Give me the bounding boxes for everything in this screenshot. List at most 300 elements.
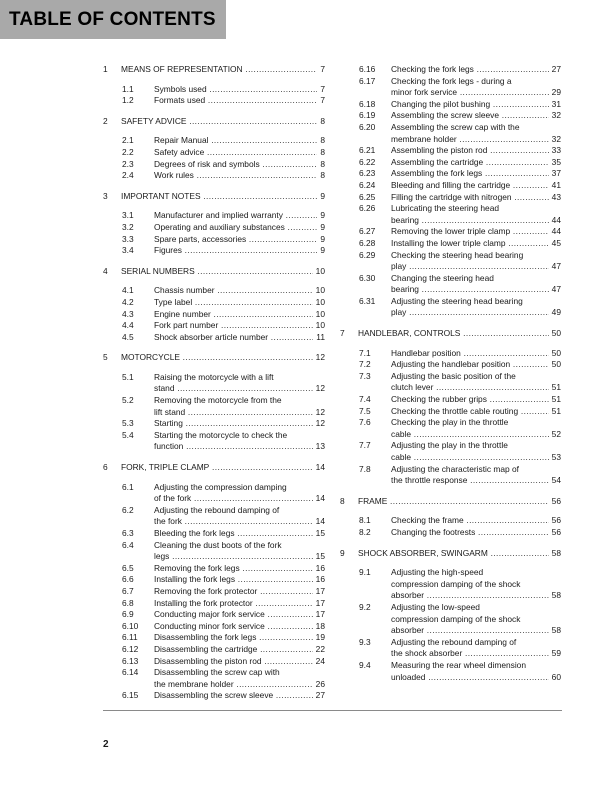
section-title bbox=[391, 122, 549, 145]
section-title: Assembling the piston rod ..... bbox=[391, 145, 549, 157]
section-title: Figures ..... bbox=[154, 245, 317, 257]
chapter-number: 2 bbox=[103, 115, 108, 126]
toc-entry bbox=[103, 332, 325, 344]
section-number: 8.1 bbox=[359, 515, 371, 526]
section-title-line: Measuring the rear wheel dimension bbox=[391, 659, 527, 670]
section-page: 29 bbox=[551, 87, 561, 98]
section-title: Starting ..... bbox=[154, 418, 313, 430]
section-title-line: Adjusting the rebound damping of bbox=[391, 636, 517, 647]
section-title-line: Adjusting the low-speed bbox=[391, 601, 480, 612]
section-number: 3.3 bbox=[122, 233, 134, 244]
section-title: Assembling the cartridge ..... bbox=[391, 157, 549, 169]
section-title: Adjusting the handlebar position ..... bbox=[391, 359, 549, 371]
section-page: 51 bbox=[551, 405, 561, 416]
section-page: 27 bbox=[551, 64, 561, 74]
section-page: 47 bbox=[551, 261, 561, 272]
toc-entry bbox=[340, 406, 561, 418]
section-title: Work rules ..... bbox=[154, 170, 317, 182]
section-number: 3.4 bbox=[122, 245, 134, 256]
section-page: 7 bbox=[320, 95, 325, 106]
page-title: TABLE OF CONTENTS bbox=[9, 9, 216, 30]
section-page: 16 bbox=[315, 562, 325, 573]
section-title-line: stand ..... bbox=[154, 383, 313, 395]
toc-entry bbox=[103, 372, 325, 395]
section-number: 5.2 bbox=[122, 395, 134, 406]
section-page: 15 bbox=[315, 528, 325, 538]
toc-entry bbox=[340, 180, 561, 192]
section-number: 2.3 bbox=[122, 158, 134, 169]
section-page: 58 bbox=[551, 590, 561, 601]
section-number: 9.2 bbox=[359, 601, 371, 612]
section-page: 37 bbox=[551, 168, 561, 179]
toc-entry bbox=[103, 644, 325, 656]
section-title: Operating and auxiliary substances ..... bbox=[154, 222, 317, 234]
section-title: Removing the lower triple clamp ..... bbox=[391, 226, 549, 238]
chapter-title: HANDLEBAR, CONTROLS ..... bbox=[358, 328, 549, 340]
section-number: 6.20 bbox=[359, 121, 376, 132]
section-page: 49 bbox=[551, 307, 561, 318]
group-spacer bbox=[340, 319, 561, 328]
section-title-line: Changing the steering head bbox=[391, 272, 494, 283]
chapter-page: 7 bbox=[320, 64, 325, 74]
toc-entry bbox=[103, 563, 325, 575]
section-number: 6.17 bbox=[359, 75, 376, 86]
section-page: 44 bbox=[551, 226, 561, 237]
section-title: Shock absorber article number ..... bbox=[154, 332, 313, 344]
section-page: 56 bbox=[551, 515, 561, 526]
toc-entry bbox=[103, 297, 325, 309]
section-title-line: the throttle response ..... bbox=[391, 475, 549, 487]
section-number: 7.4 bbox=[359, 394, 371, 405]
section-title-line: absorber ..... bbox=[391, 625, 549, 637]
section-title-line: play ..... bbox=[391, 261, 549, 273]
section-page: 35 bbox=[551, 156, 561, 167]
toc-entry bbox=[103, 598, 325, 610]
section-number: 6.11 bbox=[122, 632, 138, 643]
section-number: 5.4 bbox=[122, 429, 134, 440]
section-number: 1.1 bbox=[122, 83, 134, 94]
section-page: 12 bbox=[315, 406, 325, 417]
chapter-title: SAFETY ADVICE ..... bbox=[121, 116, 317, 128]
toc-entry bbox=[103, 667, 325, 690]
section-title-line: the shock absorber ..... bbox=[391, 648, 549, 660]
chapter-title: FORK, TRIPLE CLAMP ..... bbox=[121, 462, 313, 474]
section-title-line: legs ..... bbox=[154, 551, 313, 563]
toc-entry bbox=[103, 430, 325, 453]
chapter-page: 50 bbox=[551, 328, 561, 339]
section-title: Degrees of risk and symbols ..... bbox=[154, 159, 317, 171]
toc-entry bbox=[340, 371, 561, 394]
section-number: 7.1 bbox=[359, 347, 371, 358]
section-title bbox=[391, 602, 549, 637]
section-number: 7.6 bbox=[359, 417, 371, 428]
toc-entry bbox=[103, 482, 325, 505]
group-spacer bbox=[103, 107, 325, 116]
toc-entry bbox=[103, 95, 325, 107]
toc-entry bbox=[103, 245, 325, 257]
section-page: 14 bbox=[315, 516, 325, 527]
section-number: 6.25 bbox=[359, 191, 376, 202]
toc-entry bbox=[103, 135, 325, 147]
section-number: 6.16 bbox=[359, 64, 376, 74]
section-title-line: bearing ..... bbox=[391, 284, 549, 296]
toc-entry bbox=[340, 417, 561, 440]
section-title: Assembling the fork legs ..... bbox=[391, 168, 549, 180]
section-title: Conducting minor fork service ..... bbox=[154, 621, 313, 633]
section-page: 51 bbox=[551, 394, 561, 405]
chapter-title: FRAME ..... bbox=[358, 496, 549, 508]
section-number: 6.30 bbox=[359, 272, 376, 283]
toc-chapter bbox=[103, 352, 325, 364]
section-title-line: of the fork ..... bbox=[154, 493, 313, 505]
toc-entry bbox=[103, 528, 325, 540]
section-number: 3.2 bbox=[122, 221, 134, 232]
section-number: 6.3 bbox=[122, 528, 134, 538]
toc-chapter bbox=[103, 266, 325, 278]
chapter-page: 56 bbox=[551, 495, 561, 506]
chapter-number: 3 bbox=[103, 190, 108, 201]
chapter-number: 4 bbox=[103, 265, 108, 276]
section-page: 9 bbox=[320, 233, 325, 244]
toc-entry bbox=[103, 234, 325, 246]
section-page: 17 bbox=[315, 609, 325, 620]
section-title bbox=[391, 660, 549, 683]
toc-entry bbox=[340, 145, 561, 157]
section-number: 3.1 bbox=[122, 210, 134, 221]
section-title: Bleeding the fork legs ..... bbox=[154, 528, 313, 540]
section-number: 4.4 bbox=[122, 320, 134, 331]
section-title: Disassembling the piston rod ..... bbox=[154, 656, 313, 668]
section-title: Manufacturer and implied warranty ..... bbox=[154, 210, 317, 222]
section-title-line: clutch lever ..... bbox=[391, 382, 549, 394]
section-number: 6.13 bbox=[122, 655, 139, 666]
section-title-line: Adjusting the basic position of the bbox=[391, 370, 516, 381]
section-number: 2.1 bbox=[122, 135, 134, 146]
section-number: 6.22 bbox=[359, 156, 376, 167]
section-title-line: the membrane holder ..... bbox=[154, 679, 313, 691]
section-number: 6.28 bbox=[359, 237, 376, 248]
toc-chapter bbox=[103, 64, 325, 76]
toc-chapter bbox=[103, 191, 325, 203]
section-title-line: Removing the motorcycle from the bbox=[154, 395, 282, 406]
section-title: Removing the fork legs ..... bbox=[154, 563, 313, 575]
section-title-line: absorber ..... bbox=[391, 590, 549, 602]
section-number: 6.27 bbox=[359, 226, 376, 237]
section-number: 6.26 bbox=[359, 203, 376, 214]
section-title bbox=[154, 505, 313, 528]
section-page: 13 bbox=[315, 441, 325, 452]
section-title-line: compression damping of the shock bbox=[391, 613, 521, 624]
section-number: 7.3 bbox=[359, 370, 371, 381]
section-title bbox=[154, 430, 313, 453]
section-page: 32 bbox=[551, 110, 561, 121]
toc-entry bbox=[103, 147, 325, 159]
section-title-line: minor fork service ..... bbox=[391, 87, 549, 99]
footer-divider bbox=[103, 710, 562, 711]
section-number: 6.2 bbox=[122, 504, 134, 515]
section-title: Installing the fork protector ..... bbox=[154, 598, 313, 610]
group-spacer bbox=[103, 182, 325, 191]
toc-entry bbox=[340, 394, 561, 406]
section-title bbox=[391, 464, 549, 487]
toc-entry bbox=[340, 157, 561, 169]
chapter-page: 14 bbox=[315, 462, 325, 473]
section-title-line: lift stand ..... bbox=[154, 407, 313, 419]
group-spacer bbox=[103, 257, 325, 266]
section-title-line: Disassembling the screw cap with bbox=[154, 667, 280, 678]
section-title-line: Checking the play in the throttle bbox=[391, 417, 509, 428]
section-page: 7 bbox=[320, 83, 325, 94]
toc-entry bbox=[103, 170, 325, 182]
section-page: 44 bbox=[551, 214, 561, 225]
section-number: 6.14 bbox=[122, 667, 139, 678]
section-number: 6.7 bbox=[122, 585, 134, 596]
toc-entry bbox=[103, 84, 325, 96]
section-title: Fork part number ..... bbox=[154, 320, 313, 332]
section-title: Changing the pilot bushing ..... bbox=[391, 99, 549, 111]
section-number: 7.2 bbox=[359, 359, 371, 370]
section-title-line: Cleaning the dust boots of the fork bbox=[154, 539, 282, 550]
section-title: Bleeding and filling the cartridge ..... bbox=[391, 180, 549, 192]
section-title-line: Raising the motorcycle with a lift bbox=[154, 371, 274, 382]
section-title bbox=[391, 440, 549, 463]
section-title bbox=[154, 395, 313, 418]
section-number: 6.4 bbox=[122, 539, 134, 550]
section-page: 22 bbox=[315, 643, 325, 654]
section-number: 6.23 bbox=[359, 168, 376, 179]
section-page: 15 bbox=[315, 551, 325, 562]
chapter-title: IMPORTANT NOTES ..... bbox=[121, 191, 317, 203]
toc-entry bbox=[340, 203, 561, 226]
toc-entry bbox=[103, 418, 325, 430]
section-title-line: membrane holder ..... bbox=[391, 134, 549, 146]
section-title bbox=[154, 482, 313, 505]
section-number: 7.7 bbox=[359, 440, 371, 451]
group-spacer bbox=[340, 487, 561, 496]
toc-entry bbox=[340, 567, 561, 602]
section-number: 1.2 bbox=[122, 95, 134, 106]
section-number: 6.31 bbox=[359, 295, 376, 306]
section-title-line: Starting the motorcycle to check the bbox=[154, 429, 288, 440]
section-title: Disassembling the screw sleeve ..... bbox=[154, 690, 313, 702]
section-number: 4.3 bbox=[122, 308, 134, 319]
section-title bbox=[154, 372, 313, 395]
section-title: Engine number ..... bbox=[154, 309, 313, 321]
toc-chapter bbox=[103, 116, 325, 128]
section-page: 50 bbox=[551, 359, 561, 370]
section-title-line: cable ..... bbox=[391, 429, 549, 441]
section-title-line: Assembling the screw cap with the bbox=[391, 121, 520, 132]
section-page: 31 bbox=[551, 98, 561, 109]
toc-entry bbox=[103, 574, 325, 586]
chapter-number: 1 bbox=[103, 64, 108, 74]
section-number: 6.5 bbox=[122, 562, 134, 573]
section-title: Disassembling the cartridge ..... bbox=[154, 644, 313, 656]
section-page: 19 bbox=[315, 632, 325, 643]
toc-entry bbox=[340, 110, 561, 122]
section-page: 17 bbox=[315, 585, 325, 596]
toc-entry bbox=[340, 464, 561, 487]
section-page: 56 bbox=[551, 526, 561, 537]
chapter-page: 10 bbox=[315, 265, 325, 276]
section-title: Conducting major fork service ..... bbox=[154, 609, 313, 621]
section-number: 5.1 bbox=[122, 371, 134, 382]
toc-entry bbox=[340, 122, 561, 145]
section-page: 8 bbox=[320, 170, 325, 181]
toc-entry bbox=[340, 348, 561, 360]
section-title: Formats used ..... bbox=[154, 95, 317, 107]
section-number: 7.5 bbox=[359, 405, 371, 416]
section-number: 2.4 bbox=[122, 170, 134, 181]
section-page: 9 bbox=[320, 245, 325, 256]
chapter-page: 8 bbox=[320, 115, 325, 126]
section-number: 9.3 bbox=[359, 636, 371, 647]
chapter-number: 6 bbox=[103, 462, 108, 473]
group-spacer bbox=[340, 683, 561, 692]
toc-chapter bbox=[340, 496, 561, 508]
group-spacer bbox=[103, 343, 325, 352]
toc-entry bbox=[103, 285, 325, 297]
section-title: Handlebar position ..... bbox=[391, 348, 549, 360]
section-number: 6.12 bbox=[122, 643, 139, 654]
section-page: 16 bbox=[315, 574, 325, 585]
section-number: 6.10 bbox=[122, 620, 139, 631]
section-page: 27 bbox=[315, 690, 325, 701]
section-title-line: play ..... bbox=[391, 307, 549, 319]
toc-left-column bbox=[103, 64, 325, 711]
section-title: Checking the frame ..... bbox=[391, 515, 549, 527]
toc-chapter bbox=[340, 328, 561, 340]
section-title: Installing the fork legs ..... bbox=[154, 574, 313, 586]
section-page: 32 bbox=[551, 133, 561, 144]
section-title: Removing the fork protector ..... bbox=[154, 586, 313, 598]
toc-entry bbox=[340, 168, 561, 180]
toc-entry bbox=[103, 505, 325, 528]
toc-entry bbox=[340, 440, 561, 463]
toc-entry bbox=[103, 320, 325, 332]
section-title: Checking the throttle cable routing ..... bbox=[391, 406, 549, 418]
section-number: 6.24 bbox=[359, 179, 376, 190]
section-page: 14 bbox=[315, 493, 325, 504]
toc-entry bbox=[103, 621, 325, 633]
section-number: 9.4 bbox=[359, 659, 371, 670]
section-title: Spare parts, accessories ..... bbox=[154, 234, 317, 246]
chapter-number: 5 bbox=[103, 352, 108, 363]
toc-entry bbox=[103, 222, 325, 234]
toc-entry bbox=[103, 632, 325, 644]
section-page: 53 bbox=[551, 452, 561, 462]
toc-entry bbox=[340, 359, 561, 371]
section-number: 7.8 bbox=[359, 463, 371, 474]
chapter-number: 8 bbox=[340, 495, 345, 506]
toc-entry bbox=[340, 226, 561, 238]
chapter-page: 9 bbox=[320, 190, 325, 201]
section-title: Checking the rubber grips ..... bbox=[391, 394, 549, 406]
section-number: 6.8 bbox=[122, 597, 134, 608]
section-number: 6.18 bbox=[359, 98, 376, 109]
toc-entry bbox=[340, 238, 561, 250]
section-title: Chassis number ..... bbox=[154, 285, 313, 297]
section-title bbox=[391, 273, 549, 296]
section-page: 10 bbox=[315, 285, 325, 296]
section-page: 10 bbox=[315, 308, 325, 319]
group-spacer bbox=[340, 539, 561, 548]
chapter-number: 7 bbox=[340, 328, 345, 339]
section-number: 8.2 bbox=[359, 526, 371, 537]
section-page: 9 bbox=[320, 210, 325, 221]
section-page: 54 bbox=[551, 475, 561, 486]
section-title bbox=[391, 296, 549, 319]
section-page: 17 bbox=[315, 597, 325, 608]
toc-entry bbox=[103, 159, 325, 171]
section-title bbox=[391, 417, 549, 440]
section-number: 6.15 bbox=[122, 690, 139, 701]
section-title-line: Checking the fork legs - during a bbox=[391, 75, 512, 86]
section-number: 4.5 bbox=[122, 331, 134, 342]
section-title-line: Checking the steering head bearing bbox=[391, 249, 524, 260]
section-title: Checking the fork legs ..... bbox=[391, 64, 549, 76]
section-number: 9.1 bbox=[359, 567, 371, 578]
section-page: 47 bbox=[551, 284, 561, 295]
section-title-line: function ..... bbox=[154, 441, 313, 453]
chapter-page: 58 bbox=[551, 547, 561, 558]
section-page: 33 bbox=[551, 145, 561, 156]
section-title-line: Adjusting the compression damping bbox=[154, 481, 287, 492]
section-page: 59 bbox=[551, 648, 561, 659]
toc-entry bbox=[103, 540, 325, 563]
section-page: 9 bbox=[320, 221, 325, 232]
section-number: 6.21 bbox=[359, 145, 376, 156]
toc-entry bbox=[340, 527, 561, 539]
section-title-line: the fork ..... bbox=[154, 516, 313, 528]
section-page: 43 bbox=[551, 191, 561, 202]
section-number: 2.2 bbox=[122, 146, 134, 157]
section-title-line: Adjusting the play in the throttle bbox=[391, 440, 508, 451]
section-page: 24 bbox=[315, 655, 325, 666]
section-title-line: Adjusting the characteristic map of bbox=[391, 463, 520, 474]
section-page: 12 bbox=[315, 383, 325, 394]
section-page: 52 bbox=[551, 428, 561, 439]
section-title: Type label ..... bbox=[154, 297, 313, 309]
section-number: 5.3 bbox=[122, 418, 134, 429]
section-page: 51 bbox=[551, 382, 561, 393]
section-page: 10 bbox=[315, 320, 325, 331]
section-page: 8 bbox=[320, 158, 325, 169]
toc-entry bbox=[340, 250, 561, 273]
section-page: 58 bbox=[551, 625, 561, 636]
toc-entry bbox=[340, 64, 561, 76]
toc-entry bbox=[340, 273, 561, 296]
chapter-title: MOTORCYCLE ..... bbox=[121, 352, 313, 364]
section-title-line: Adjusting the rebound damping of bbox=[154, 504, 280, 515]
section-title: Changing the footrests ..... bbox=[391, 527, 549, 539]
section-title-line: Adjusting the steering head bearing bbox=[391, 295, 523, 306]
chapter-title: SERIAL NUMBERS ..... bbox=[121, 266, 313, 278]
toc-entry bbox=[340, 515, 561, 527]
section-number: 6.19 bbox=[359, 110, 376, 121]
section-number: 4.2 bbox=[122, 296, 134, 307]
toc-entry bbox=[103, 210, 325, 222]
section-page: 45 bbox=[551, 237, 561, 248]
section-title-line: bearing ..... bbox=[391, 215, 549, 227]
toc-chapter bbox=[340, 548, 561, 560]
section-number: 6.9 bbox=[122, 609, 134, 620]
toc-entry bbox=[340, 296, 561, 319]
group-spacer bbox=[103, 453, 325, 462]
toc-entry bbox=[340, 192, 561, 204]
section-title-line: unloaded ..... bbox=[391, 672, 549, 684]
section-number: 6.1 bbox=[122, 481, 134, 492]
